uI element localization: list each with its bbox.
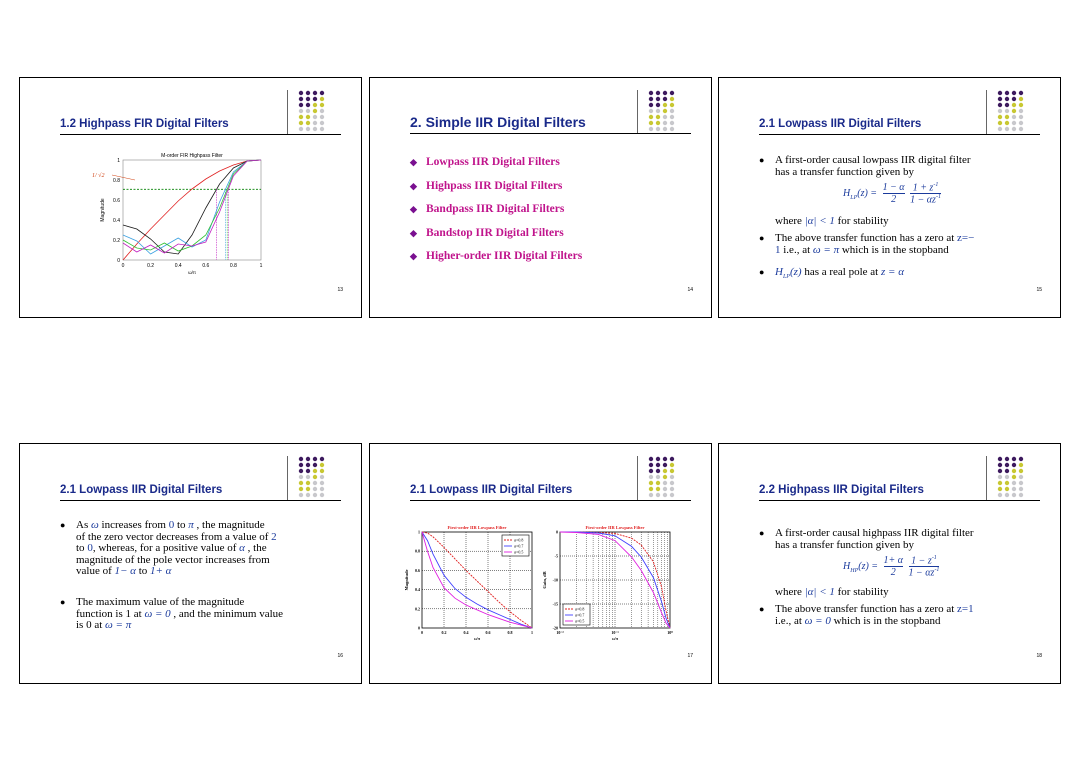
slide-18[interactable] bbox=[718, 443, 1061, 684]
decor-dot bbox=[649, 475, 653, 479]
decor-dot bbox=[320, 481, 324, 485]
decor-dot bbox=[649, 109, 653, 113]
list-item: ◆ Lowpass IIR Digital Filters bbox=[410, 156, 560, 168]
bullet-dot-icon: ● bbox=[759, 528, 765, 538]
decor-dot bbox=[313, 493, 317, 497]
decor-dot bbox=[998, 127, 1002, 131]
decor-dot bbox=[306, 103, 310, 107]
y-tick-label: 0.6 bbox=[415, 567, 420, 573]
list-item: ◆ Higher-order IIR Digital Filters bbox=[410, 250, 583, 262]
y-tick-label: 0.2 bbox=[113, 238, 120, 244]
header-divider bbox=[637, 90, 638, 134]
decor-dot bbox=[649, 487, 653, 491]
decor-dot bbox=[656, 475, 660, 479]
decor-dot bbox=[1012, 463, 1016, 467]
decor-dot bbox=[313, 127, 317, 131]
decor-dot bbox=[313, 475, 317, 479]
decor-dot bbox=[998, 481, 1002, 485]
decor-dot bbox=[663, 493, 667, 497]
x-tick-label: 0.4 bbox=[463, 630, 469, 635]
decor-dot bbox=[670, 463, 674, 467]
bullet-dot-icon: ● bbox=[759, 604, 765, 614]
decor-dot bbox=[1019, 457, 1023, 461]
decor-dot bbox=[313, 109, 317, 113]
decor-dot bbox=[320, 91, 324, 95]
decor-dot bbox=[998, 463, 1002, 467]
iir-lowpass-magnitude-chart bbox=[400, 522, 540, 647]
legend-label: α=0.8 bbox=[514, 537, 524, 543]
decor-dot bbox=[998, 91, 1002, 95]
decor-dot bbox=[1005, 457, 1009, 461]
x-tick-label: 0.4 bbox=[174, 263, 182, 269]
decor-dot bbox=[313, 481, 317, 485]
x-axis-label: ω/π bbox=[611, 636, 619, 641]
header-divider bbox=[287, 456, 288, 500]
decor-dot bbox=[320, 115, 324, 119]
annotation-label: 1/ √2 bbox=[92, 173, 105, 179]
decor-dot bbox=[670, 127, 674, 131]
y-tick-label: 0.2 bbox=[415, 606, 420, 612]
decor-dot bbox=[670, 469, 674, 473]
decor-dot bbox=[306, 457, 310, 461]
decor-dot bbox=[656, 457, 660, 461]
decor-dot bbox=[998, 115, 1002, 119]
bullet-paragraph: ● The above transfer function has a zero at z=1 i.e., at ω = 0 which is in the stopband bbox=[759, 603, 974, 627]
title-underline bbox=[759, 500, 1040, 501]
decor-dot bbox=[670, 91, 674, 95]
y-tick-label: 0.8 bbox=[415, 548, 420, 554]
decor-dot bbox=[299, 487, 303, 491]
x-tick-label: 10⁻¹ bbox=[611, 630, 619, 635]
decor-dot bbox=[656, 487, 660, 491]
decor-dot bbox=[299, 493, 303, 497]
y-tick-label: 1 bbox=[117, 158, 120, 164]
decor-dot bbox=[649, 127, 653, 131]
decor-dot bbox=[299, 91, 303, 95]
decor-dot bbox=[663, 97, 667, 101]
legend-label: α=0.8 bbox=[575, 606, 585, 612]
diamond-bullet-icon: ◆ bbox=[410, 180, 417, 191]
page-number: 15 bbox=[1036, 287, 1042, 293]
decor-dot bbox=[1019, 481, 1023, 485]
decor-dot bbox=[1005, 121, 1009, 125]
decor-dot bbox=[649, 115, 653, 119]
bullet-dot-icon: ● bbox=[60, 597, 66, 607]
decor-dot bbox=[670, 97, 674, 101]
decor-dot bbox=[656, 97, 660, 101]
diamond-bullet-icon: ◆ bbox=[410, 251, 417, 261]
decor-dot bbox=[306, 91, 310, 95]
decor-dot bbox=[656, 115, 660, 119]
decor-dot bbox=[1019, 463, 1023, 467]
decor-dot bbox=[663, 103, 667, 107]
slide-title: 2.2 Highpass IIR Digital Filters bbox=[759, 484, 924, 496]
list-item: ◆ Bandpass IIR Digital Filters bbox=[410, 203, 565, 215]
decor-dot bbox=[299, 109, 303, 113]
bullet-dot-icon: ● bbox=[759, 267, 765, 277]
title-underline bbox=[60, 500, 341, 501]
decor-dot-grid bbox=[297, 90, 333, 132]
decor-dot bbox=[1019, 103, 1023, 107]
bullet-paragraph: ● A first-order causal highpass IIR digital filter has a transfer function given by bbox=[759, 527, 974, 551]
decor-dot bbox=[1005, 481, 1009, 485]
decor-dot bbox=[1005, 97, 1009, 101]
topic-list bbox=[410, 156, 582, 274]
decor-dot bbox=[1012, 91, 1016, 95]
list-item: ◆ Highpass IIR Digital Filters bbox=[410, 179, 563, 192]
decor-dot-grid bbox=[996, 456, 1032, 498]
decor-dot-grid bbox=[647, 456, 683, 498]
decor-dot bbox=[320, 463, 324, 467]
stability-condition: where |α| < 1 for stability bbox=[775, 586, 889, 598]
decor-dot bbox=[663, 481, 667, 485]
decor-dot bbox=[1012, 127, 1016, 131]
transfer-function-formula: $H_{LP}(z)$ = $\frac{1 - \alpha}{2}$ $\frac{1 + z^{-1}}{1 - \alpha z^{-1}}$ bbox=[843, 182, 941, 206]
slide-title: 2.1 Lowpass IIR Digital Filters bbox=[410, 484, 573, 496]
slide-13[interactable] bbox=[19, 77, 362, 318]
decor-dot bbox=[320, 457, 324, 461]
diamond-bullet-icon: ◆ bbox=[410, 157, 417, 167]
chart-title: First-order IIR Lowpass Filter bbox=[585, 525, 645, 530]
decor-dot bbox=[1005, 493, 1009, 497]
x-tick-label: 0.2 bbox=[441, 630, 447, 635]
decor-dot bbox=[320, 487, 324, 491]
decor-dot bbox=[306, 463, 310, 467]
y-axis-label: Magnitude bbox=[404, 569, 409, 591]
decor-dot bbox=[320, 493, 324, 497]
decor-dot bbox=[1012, 487, 1016, 491]
decor-dot-grid bbox=[647, 90, 683, 132]
chart-title: First-order IIR Lowpass Filter bbox=[447, 525, 507, 530]
decor-dot bbox=[320, 127, 324, 131]
decor-dot bbox=[306, 481, 310, 485]
slide-title: 1.2 Highpass FIR Digital Filters bbox=[60, 118, 229, 130]
y-tick-label: 0.6 bbox=[113, 198, 120, 204]
plot-area bbox=[123, 160, 261, 260]
stability-condition: where |α| < 1 for stability bbox=[775, 215, 889, 227]
decor-dot bbox=[1012, 457, 1016, 461]
decor-dot bbox=[656, 109, 660, 113]
decor-dot bbox=[1019, 121, 1023, 125]
slide-16[interactable] bbox=[19, 443, 362, 684]
decor-dot bbox=[998, 97, 1002, 101]
y-tick-label: 0.4 bbox=[113, 218, 120, 224]
decor-dot bbox=[649, 121, 653, 125]
bullet-paragraph: ● The above transfer function has a zero at z=− 1 i.e., at ω = π which is in the stopband bbox=[759, 232, 975, 256]
decor-dot bbox=[656, 481, 660, 485]
header-divider bbox=[986, 456, 987, 500]
legend-label: α=0.7 bbox=[514, 543, 524, 549]
decor-dot bbox=[306, 109, 310, 113]
page-number: 14 bbox=[687, 287, 693, 293]
title-underline bbox=[759, 134, 1040, 135]
decor-dot bbox=[1019, 469, 1023, 473]
decor-dot bbox=[1005, 463, 1009, 467]
slide-title: 2.1 Lowpass IIR Digital Filters bbox=[759, 118, 922, 130]
transfer-function-formula: $H_{HP}(z)$ = $\frac{1+ \alpha}{2}$ $\frac{1 - z^{-1}}{1 - \alpha z^{-1}}$ bbox=[843, 555, 940, 579]
page-number: 13 bbox=[337, 287, 343, 293]
decor-dot bbox=[313, 457, 317, 461]
legend-label: α=0.5 bbox=[514, 549, 524, 555]
bullet-dot-icon: ● bbox=[759, 233, 765, 243]
y-tick-label: -20 bbox=[552, 625, 558, 631]
decor-dot bbox=[1019, 493, 1023, 497]
bullet-paragraph: ● $H_{LP}(z)$ has a real pole at z = α bbox=[759, 266, 904, 281]
y-tick-label: 0 bbox=[117, 258, 120, 264]
legend-label: α=0.5 bbox=[575, 618, 585, 624]
decor-dot bbox=[1012, 475, 1016, 479]
diamond-bullet-icon: ◆ bbox=[410, 204, 417, 214]
decor-dot bbox=[1012, 109, 1016, 113]
decor-dot bbox=[306, 469, 310, 473]
decor-dot bbox=[649, 481, 653, 485]
decor-dot bbox=[663, 127, 667, 131]
decor-dot bbox=[299, 103, 303, 107]
title-underline bbox=[410, 500, 691, 501]
x-tick-label: 0 bbox=[421, 630, 423, 635]
slide-title: 2.1 Lowpass IIR Digital Filters bbox=[60, 484, 223, 496]
y-axis-label: Magnitude bbox=[100, 198, 106, 222]
header-divider bbox=[287, 90, 288, 134]
decor-dot bbox=[656, 127, 660, 131]
decor-dot bbox=[299, 115, 303, 119]
x-tick-label: 0.8 bbox=[229, 263, 237, 269]
decor-dot bbox=[670, 475, 674, 479]
decor-dot bbox=[1019, 97, 1023, 101]
decor-dot bbox=[1019, 109, 1023, 113]
decor-dot bbox=[1005, 91, 1009, 95]
decor-dot bbox=[998, 121, 1002, 125]
decor-dot bbox=[306, 121, 310, 125]
decor-dot bbox=[998, 493, 1002, 497]
bullet-dot-icon: ● bbox=[759, 155, 765, 165]
decor-dot bbox=[306, 127, 310, 131]
page-number: 16 bbox=[337, 653, 343, 659]
decor-dot bbox=[998, 109, 1002, 113]
decor-dot bbox=[663, 457, 667, 461]
decor-dot bbox=[663, 469, 667, 473]
decor-dot bbox=[656, 121, 660, 125]
decor-dot bbox=[1005, 475, 1009, 479]
decor-dot bbox=[1005, 487, 1009, 491]
decor-dot bbox=[649, 457, 653, 461]
bullet-paragraph: ● As ω increases from 0 to π , the magnitude of the zero vector decreases from a value of 2 to 0, whereas, for a positive value of α , the magnitude of the pole vector increases from value of 1− α to 1+ α bbox=[60, 519, 277, 577]
diamond-bullet-icon: ◆ bbox=[410, 227, 417, 238]
decor-dot bbox=[1012, 481, 1016, 485]
decor-dot bbox=[313, 469, 317, 473]
decor-dot bbox=[1012, 103, 1016, 107]
x-axis-label: ω/π bbox=[473, 636, 481, 641]
decor-dot bbox=[313, 115, 317, 119]
decor-dot bbox=[299, 475, 303, 479]
decor-dot bbox=[656, 463, 660, 467]
y-tick-label: 0.8 bbox=[113, 178, 120, 184]
x-axis-label: ω/π bbox=[188, 270, 196, 275]
slide-17[interactable] bbox=[369, 443, 712, 684]
decor-dot bbox=[299, 127, 303, 131]
y-tick-label: -10 bbox=[552, 577, 558, 583]
decor-dot bbox=[320, 475, 324, 479]
decor-dot bbox=[299, 463, 303, 467]
decor-dot bbox=[306, 97, 310, 101]
x-tick-label: 10⁻² bbox=[556, 630, 564, 635]
x-tick-label: 1 bbox=[531, 630, 533, 635]
decor-dot bbox=[649, 463, 653, 467]
x-tick-label: 0 bbox=[121, 263, 125, 269]
decor-dot bbox=[1019, 127, 1023, 131]
page-number: 17 bbox=[687, 653, 693, 659]
x-tick-label: 1 bbox=[259, 263, 263, 269]
decor-dot bbox=[313, 121, 317, 125]
bullet-dot-icon: ● bbox=[60, 520, 66, 530]
fir-highpass-chart bbox=[92, 148, 295, 293]
decor-dot bbox=[299, 469, 303, 473]
decor-dot bbox=[656, 103, 660, 107]
decor-dot bbox=[663, 121, 667, 125]
chart-title: M-order FIR Highpass Filter bbox=[161, 153, 223, 159]
decor-dot bbox=[656, 469, 660, 473]
decor-dot bbox=[998, 487, 1002, 491]
decor-dot bbox=[663, 463, 667, 467]
decor-dot bbox=[299, 97, 303, 101]
bullet-paragraph: ● A first-order causal lowpass IIR digital filter has a transfer function given by bbox=[759, 154, 971, 178]
header-divider bbox=[637, 456, 638, 500]
y-axis-label: Gain, dB bbox=[542, 571, 547, 589]
decor-dot bbox=[670, 487, 674, 491]
decor-dot bbox=[313, 463, 317, 467]
decor-dot bbox=[998, 475, 1002, 479]
x-tick-label: 10⁰ bbox=[667, 630, 673, 635]
list-item: ◆ Bandstop IIR Digital Filters bbox=[410, 226, 564, 239]
decor-dot bbox=[306, 115, 310, 119]
decor-dot bbox=[670, 121, 674, 125]
decor-dot bbox=[998, 457, 1002, 461]
decor-dot bbox=[670, 457, 674, 461]
decor-dot bbox=[1012, 493, 1016, 497]
y-tick-label: 0 bbox=[556, 529, 558, 535]
decor-dot bbox=[1005, 115, 1009, 119]
decor-dot bbox=[663, 91, 667, 95]
iir-lowpass-gain-db-chart bbox=[538, 522, 678, 647]
slide-14[interactable] bbox=[369, 77, 712, 318]
decor-dot bbox=[320, 121, 324, 125]
decor-dot bbox=[1019, 487, 1023, 491]
decor-dot bbox=[306, 487, 310, 491]
slide-title: 2. Simple IIR Digital Filters bbox=[410, 114, 586, 130]
slide-15[interactable] bbox=[718, 77, 1061, 318]
decor-dot bbox=[320, 97, 324, 101]
decor-dot bbox=[299, 457, 303, 461]
decor-dot bbox=[663, 109, 667, 113]
decor-dot bbox=[313, 91, 317, 95]
decor-dot-grid bbox=[996, 90, 1032, 132]
decor-dot bbox=[1012, 121, 1016, 125]
bullet-paragraph: ● The maximum value of the magnitude function is 1 at ω = 0 , and the minimum value is 0 at ω = π bbox=[60, 596, 284, 631]
decor-dot bbox=[1019, 91, 1023, 95]
y-tick-label: -15 bbox=[552, 601, 558, 607]
decor-dot bbox=[670, 103, 674, 107]
header-divider bbox=[986, 90, 987, 134]
decor-dot bbox=[1019, 475, 1023, 479]
y-tick-label: 0 bbox=[418, 625, 420, 631]
decor-dot bbox=[663, 115, 667, 119]
decor-dot bbox=[670, 109, 674, 113]
decor-dot bbox=[649, 103, 653, 107]
decor-dot-grid bbox=[297, 456, 333, 498]
decor-dot bbox=[299, 481, 303, 485]
decor-dot bbox=[1012, 115, 1016, 119]
x-tick-label: 0.6 bbox=[485, 630, 491, 635]
decor-dot bbox=[663, 487, 667, 491]
decor-dot bbox=[998, 469, 1002, 473]
decor-dot bbox=[656, 91, 660, 95]
decor-dot bbox=[306, 493, 310, 497]
decor-dot bbox=[649, 469, 653, 473]
decor-dot bbox=[313, 103, 317, 107]
title-underline bbox=[410, 133, 691, 134]
decor-dot bbox=[306, 475, 310, 479]
decor-dot bbox=[313, 97, 317, 101]
x-tick-label: 0.8 bbox=[507, 630, 513, 635]
decor-dot bbox=[1012, 469, 1016, 473]
decor-dot bbox=[663, 475, 667, 479]
x-tick-label: 0.6 bbox=[202, 263, 210, 269]
decor-dot bbox=[313, 487, 317, 491]
title-underline bbox=[60, 134, 341, 135]
decor-dot bbox=[649, 91, 653, 95]
page-number: 18 bbox=[1036, 653, 1042, 659]
decor-dot bbox=[998, 103, 1002, 107]
legend-label: α=0.7 bbox=[575, 612, 585, 618]
x-tick-label: 0.2 bbox=[147, 263, 155, 269]
decor-dot bbox=[1019, 115, 1023, 119]
decor-dot bbox=[656, 493, 660, 497]
decor-dot bbox=[299, 121, 303, 125]
decor-dot bbox=[1005, 109, 1009, 113]
y-tick-label: -5 bbox=[554, 553, 558, 559]
decor-dot bbox=[320, 469, 324, 473]
y-tick-label: 1 bbox=[418, 529, 420, 535]
decor-dot bbox=[670, 493, 674, 497]
y-tick-label: 0.4 bbox=[415, 587, 420, 593]
decor-dot bbox=[320, 109, 324, 113]
decor-dot bbox=[649, 97, 653, 101]
decor-dot bbox=[320, 103, 324, 107]
decor-dot bbox=[1005, 469, 1009, 473]
decor-dot bbox=[1012, 97, 1016, 101]
decor-dot bbox=[649, 493, 653, 497]
decor-dot bbox=[670, 481, 674, 485]
decor-dot bbox=[1005, 103, 1009, 107]
decor-dot bbox=[670, 115, 674, 119]
decor-dot bbox=[1005, 127, 1009, 131]
